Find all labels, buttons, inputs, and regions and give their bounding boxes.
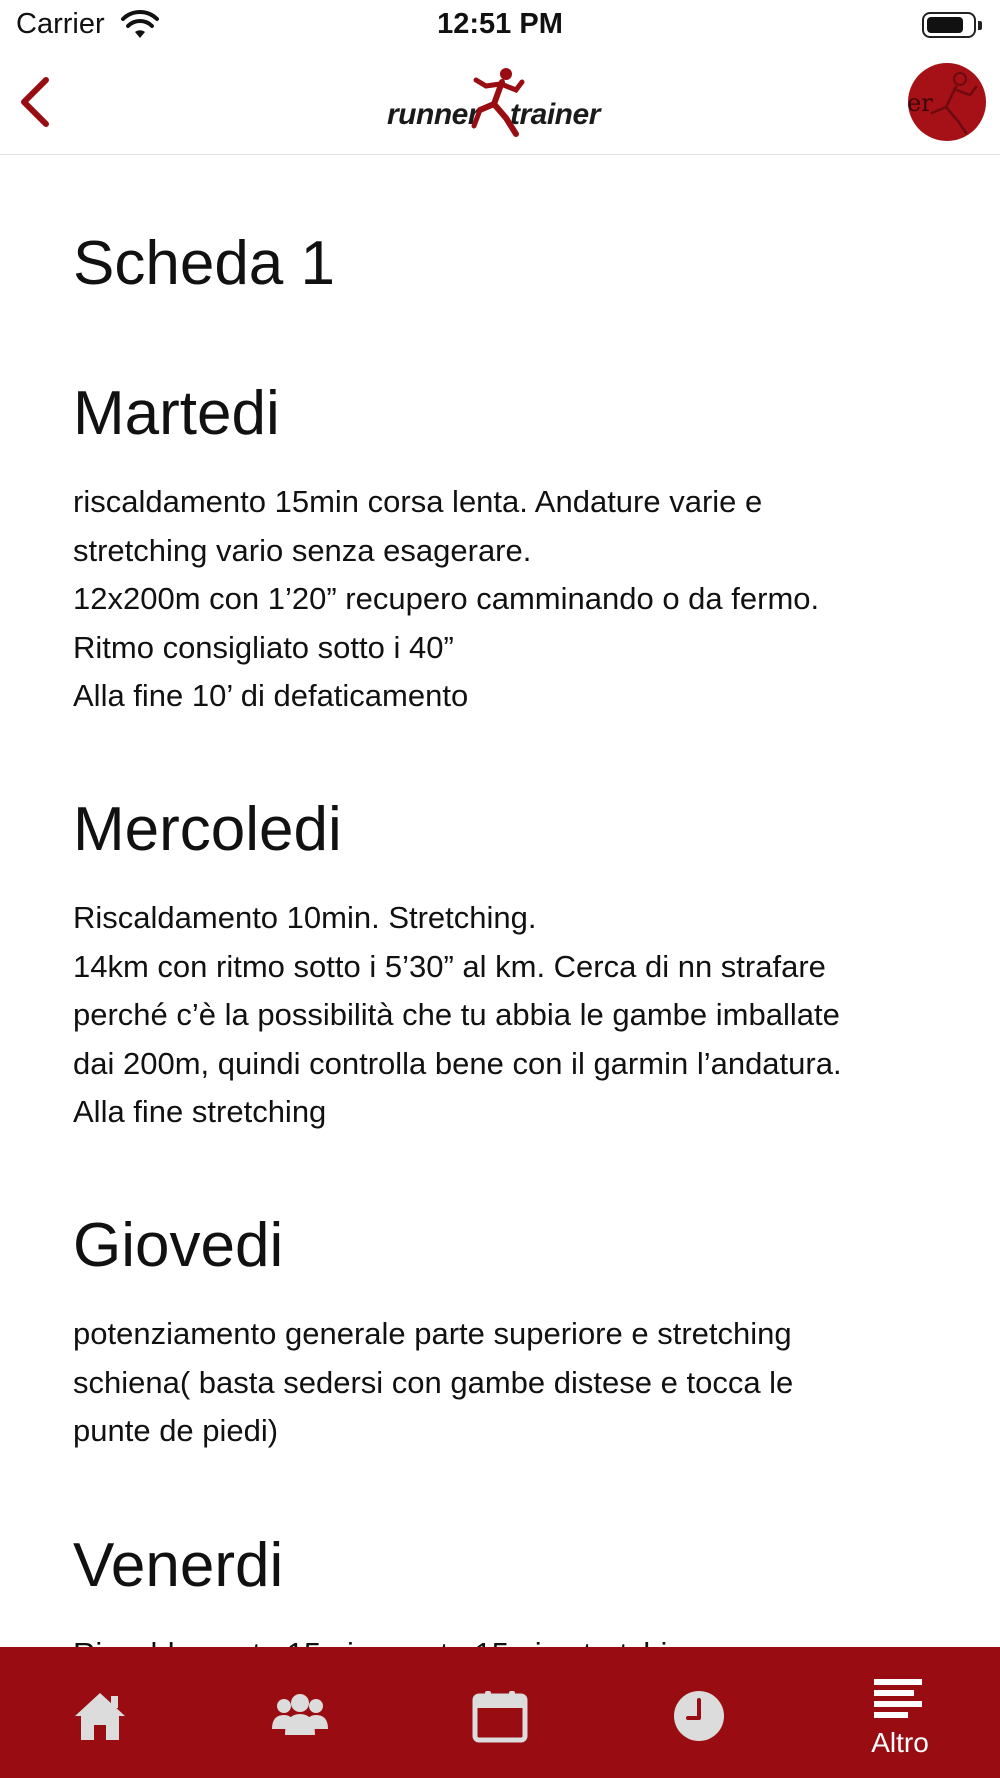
description-line: punte de piedi) [73, 1413, 279, 1448]
description-line: 14km con ritmo sotto i 5’30” al km. Cerca di nn strafare [73, 948, 826, 984]
home-icon [73, 1690, 127, 1742]
clock-icon [672, 1690, 726, 1742]
carrier-label: Carrier [16, 8, 105, 40]
tab-more-label: Altro [871, 1727, 929, 1758]
profile-avatar[interactable] [908, 63, 986, 141]
runner-trainer-logo [384, 64, 604, 144]
day-title-venerdi: Venerdi [73, 1531, 284, 1600]
description-line: Alla fine stretching [73, 1094, 327, 1129]
description-line: 12x200m con 1’20” recupero camminando o da fermo. [73, 581, 820, 616]
day-description-mercoledi [73, 894, 953, 1137]
day-title-martedi: Martedi [73, 379, 280, 448]
logo-text-runner: runner [387, 98, 480, 131]
tab-calendar[interactable] [400, 1647, 600, 1778]
status-bar [0, 0, 1000, 52]
tab-more[interactable] [800, 1647, 1000, 1778]
group-icon [270, 1693, 330, 1737]
description-line: Alla fine 10’ di defaticamento [73, 678, 469, 713]
calendar-icon [472, 1690, 528, 1742]
logo-text-trainer: trainer [510, 98, 600, 131]
description-line: stretching vario senza esagerare. [73, 532, 532, 568]
avatar-runner-icon [920, 69, 980, 135]
workout-content[interactable] [0, 156, 1000, 1647]
description-line: perché c’è la possibilità che tu abbia le gambe imballate [73, 997, 840, 1032]
description-line: schiena( basta sedersi con gambe distese e tocca le [73, 1364, 794, 1400]
tab-community[interactable] [200, 1647, 400, 1778]
day-description-giovedi [73, 1310, 953, 1456]
avatar-logo-text: er [907, 89, 933, 117]
description-line: Ritmo consigliato sotto i 40” [73, 629, 454, 665]
back-chevron-icon[interactable] [14, 72, 62, 132]
tab-home[interactable] [0, 1647, 200, 1778]
description-line: dai 200m, quindi controlla bene con il garmin l’andatura. [73, 1045, 842, 1081]
navigation-bar [0, 52, 1000, 155]
day-description-martedi [73, 478, 953, 721]
page-title: Scheda 1 [73, 229, 335, 298]
tab-history[interactable] [600, 1647, 800, 1778]
menu-icon [872, 1677, 926, 1721]
battery-icon [922, 12, 976, 38]
tab-bar [0, 1647, 1000, 1778]
description-line: Riscaldamento 10min. Stretching. [73, 900, 537, 935]
description-line: riscaldamento 15min corsa lenta. Andature varie e [73, 484, 763, 519]
description-line: potenziamento generale parte superiore e stretching [73, 1316, 792, 1351]
status-time: 12:51 PM [437, 8, 563, 40]
day-title-giovedi: Giovedi [73, 1211, 284, 1280]
day-title-mercoledi: Mercoledi [73, 795, 342, 864]
